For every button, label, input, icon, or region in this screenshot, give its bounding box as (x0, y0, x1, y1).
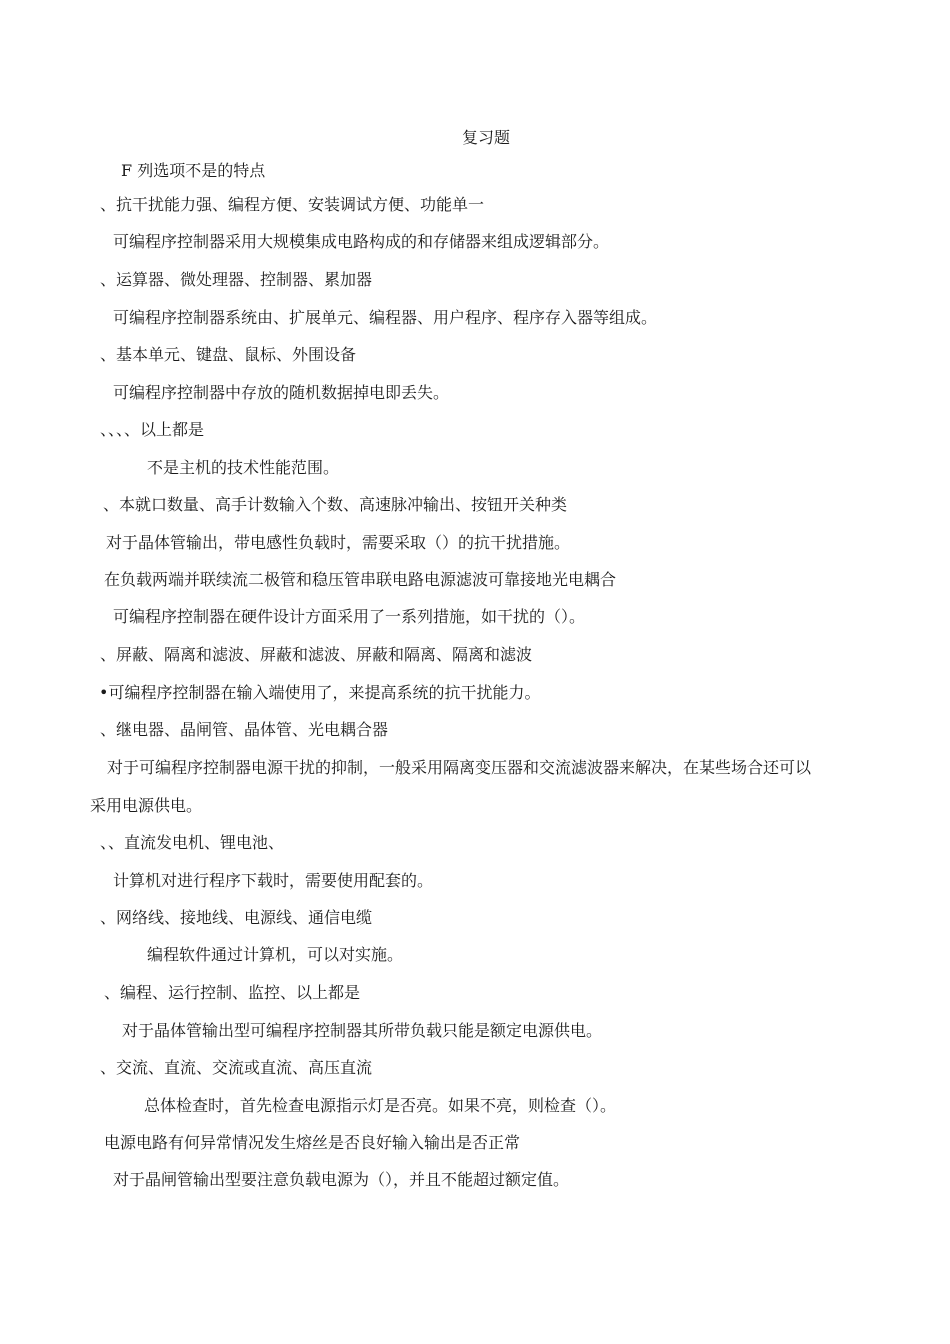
text-line: 、本就口数量、高手计数输入个数、高速脉冲输出、按钮开关种类 (103, 495, 568, 514)
text-line: 可编程序控制器系统由、扩展单元、编程器、用户程序、程序存入器等组成。 (113, 308, 658, 327)
text-line: •可编程序控制器在输入端使用了，来提高系统的抗干扰能力。 (99, 683, 541, 702)
text-line: 在负载两端并联续流二极管和稳压管串联电路电源滤波可靠接地光电耦合 (104, 570, 617, 589)
text-line: 电源电路有何异常情况发生熔丝是否良好输入输出是否正常 (104, 1133, 521, 1152)
text-line: 可编程序控制器采用大规模集成电路构成的和存储器来组成逻辑部分。 (113, 232, 610, 251)
text-line: 、抗干扰能力强、编程方便、安装调试方便、功能单一 (100, 195, 485, 214)
text-line: 计算机对进行程序下载时，需要使用配套的。 (113, 871, 434, 890)
text-line: 、、直流发电机、锂电池、 (100, 833, 285, 852)
text-line: 、运算器、微处理器、控制器、累加器 (100, 270, 373, 289)
text-line: 对于可编程序控制器电源干扰的抑制，一般采用隔离变压器和交流滤波器来解决，在某些场合还可以 (107, 758, 812, 777)
text-line: 、继电器、晶闸管、晶体管、光电耦合器 (100, 720, 389, 739)
text-line: 采用电源供电。 (90, 796, 203, 815)
text-line: F 列选项不是的特点 (121, 161, 266, 180)
text-line: 、编程、运行控制、监控、以上都是 (104, 983, 361, 1002)
text-line: 对于晶闸管输出型要注意负载电源为（），并且不能超过额定值。 (113, 1170, 570, 1189)
text-line: 可编程序控制器中存放的随机数据掉电即丢失。 (113, 383, 450, 402)
text-line: 对于晶体管输出，带电感性负载时，需要采取（）的抗干扰措施。 (106, 533, 571, 552)
text-line: 、网络线、接地线、电源线、通信电缆 (100, 908, 373, 927)
text-line: 可编程序控制器在硬件设计方面采用了一系列措施，如干扰的（）。 (113, 607, 586, 626)
text-line: 、交流、直流、交流或直流、高压直流 (100, 1058, 373, 1077)
document-title: 复习题 (462, 128, 511, 147)
text-line: 对于晶体管输出型可编程序控制器其所带负载只能是额定电源供电。 (122, 1021, 603, 1040)
text-line: 编程软件通过计算机，可以对实施。 (147, 945, 404, 964)
text-line: 、基本单元、键盘、鼠标、外围设备 (100, 345, 357, 364)
text-line: 、屏蔽、隔离和滤波、屏蔽和滤波、屏蔽和隔离、隔离和滤波 (100, 645, 533, 664)
text-line: 、、、、以上都是 (100, 420, 205, 439)
text-line: 不是主机的技术性能范围。 (147, 458, 340, 477)
text-line: 总体检查时，首先检查电源指示灯是否亮。如果不亮，则检查（）。 (144, 1096, 617, 1115)
